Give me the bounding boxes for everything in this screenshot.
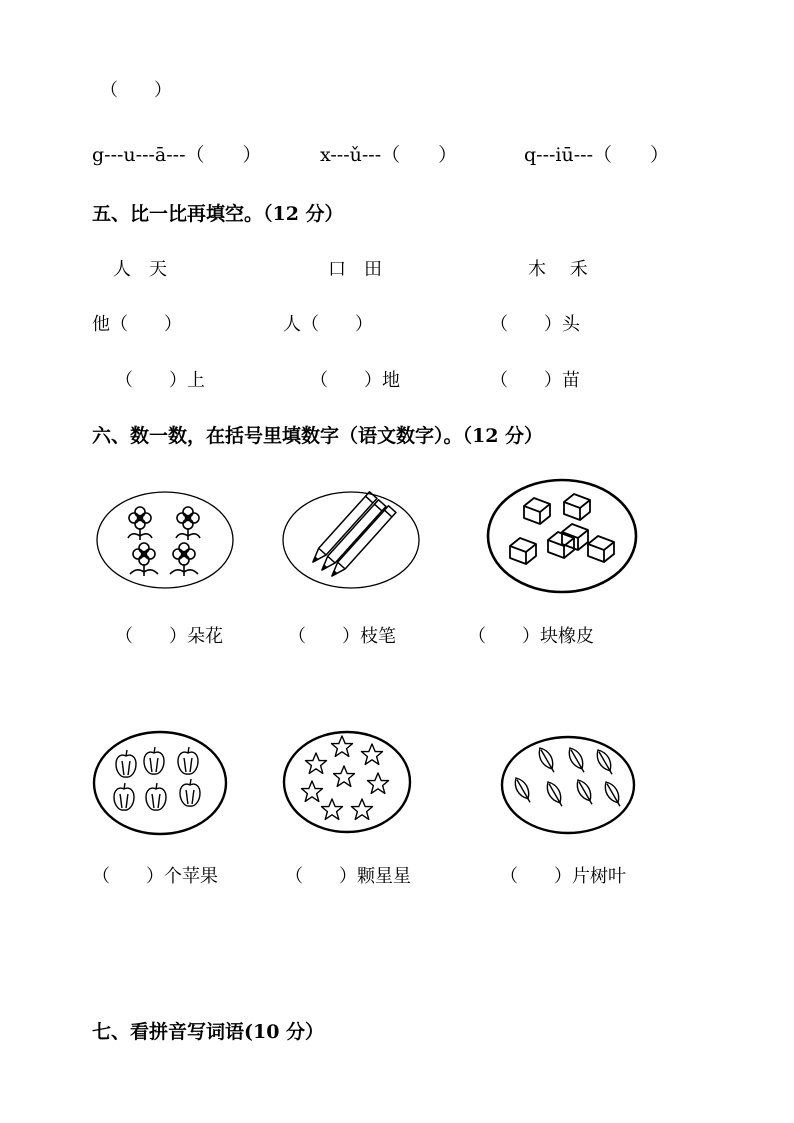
- eraser-icon: [510, 538, 536, 564]
- eraser-icon: [548, 532, 574, 558]
- erasers-picture: [486, 478, 640, 596]
- star-icon: [322, 799, 343, 819]
- apple-icon: [180, 779, 200, 806]
- flower-icon: [170, 543, 198, 576]
- fill-blank-5-1: 他（ ）: [92, 314, 182, 335]
- pencil-icon: [328, 506, 396, 580]
- stars-picture: [282, 730, 414, 834]
- fill-blank-5-3: （ ）头: [490, 314, 580, 335]
- fill-blank-5-5: （ ）地: [310, 370, 400, 391]
- flower-icon: [128, 507, 152, 540]
- star-icon: [306, 753, 327, 773]
- star-icon: [302, 781, 323, 801]
- apple-icon: [146, 783, 166, 810]
- leaves-picture: [500, 734, 640, 836]
- leaf-icon: [565, 745, 588, 774]
- leaf-icon: [543, 779, 566, 808]
- char-pair-3: 木 禾: [528, 259, 588, 280]
- star-icon: [368, 773, 389, 793]
- answer-blank: （ ）: [100, 80, 172, 101]
- star-icon: [334, 766, 355, 786]
- star-icon: [362, 744, 383, 764]
- apple-icon: [114, 783, 134, 810]
- section-5-heading: 五、比一比再填空。（12 分）: [92, 203, 344, 225]
- leaf-icon: [593, 747, 616, 776]
- star-icon: [352, 799, 373, 819]
- leaf-icon: [601, 779, 624, 808]
- section-7-heading: 七、看拼音写词语(10 分）: [92, 1021, 325, 1043]
- section-6-heading: 六、数一数，在括号里填数字（语文数字）。（12 分）: [92, 425, 544, 447]
- pinyin-item-3: q---iū---（ ）: [524, 144, 669, 166]
- flower-icon: [176, 507, 200, 540]
- count-label-apples: （ ）个苹果: [92, 866, 218, 887]
- eraser-icon: [524, 498, 550, 524]
- fill-blank-5-2: 人（ ）: [283, 314, 373, 335]
- leaf-icon: [535, 745, 558, 774]
- apples-picture: [92, 730, 230, 836]
- apple-icon: [178, 747, 198, 774]
- apple-icon: [116, 750, 136, 777]
- leaf-icon: [573, 777, 596, 806]
- eraser-icon: [564, 494, 590, 520]
- flower-icon: [130, 543, 158, 576]
- leaf-icon: [511, 775, 534, 804]
- flowers-picture: [96, 490, 236, 590]
- char-pair-1: 人 天: [113, 259, 167, 280]
- count-label-flowers: （ ）朵花: [115, 626, 223, 647]
- pinyin-item-2: x---ǔ---（ ）: [320, 144, 458, 166]
- eraser-icon: [588, 536, 614, 562]
- count-label-stars: （ ）颗星星: [285, 866, 411, 887]
- pinyin-item-1: g---u---ā---（ ）: [92, 144, 262, 166]
- pencils-picture: [282, 490, 422, 590]
- count-label-pencils: （ ）枝笔: [288, 626, 396, 647]
- count-label-erasers: （ ）块橡皮: [468, 626, 594, 647]
- star-icon: [332, 736, 353, 756]
- char-pair-2: 口 田: [328, 259, 382, 280]
- apple-icon: [144, 747, 164, 774]
- fill-blank-5-6: （ ）苗: [490, 370, 580, 391]
- eraser-icon: [562, 524, 588, 550]
- count-label-leaves: （ ）片树叶: [500, 866, 626, 887]
- fill-blank-5-4: （ ）上: [115, 370, 205, 391]
